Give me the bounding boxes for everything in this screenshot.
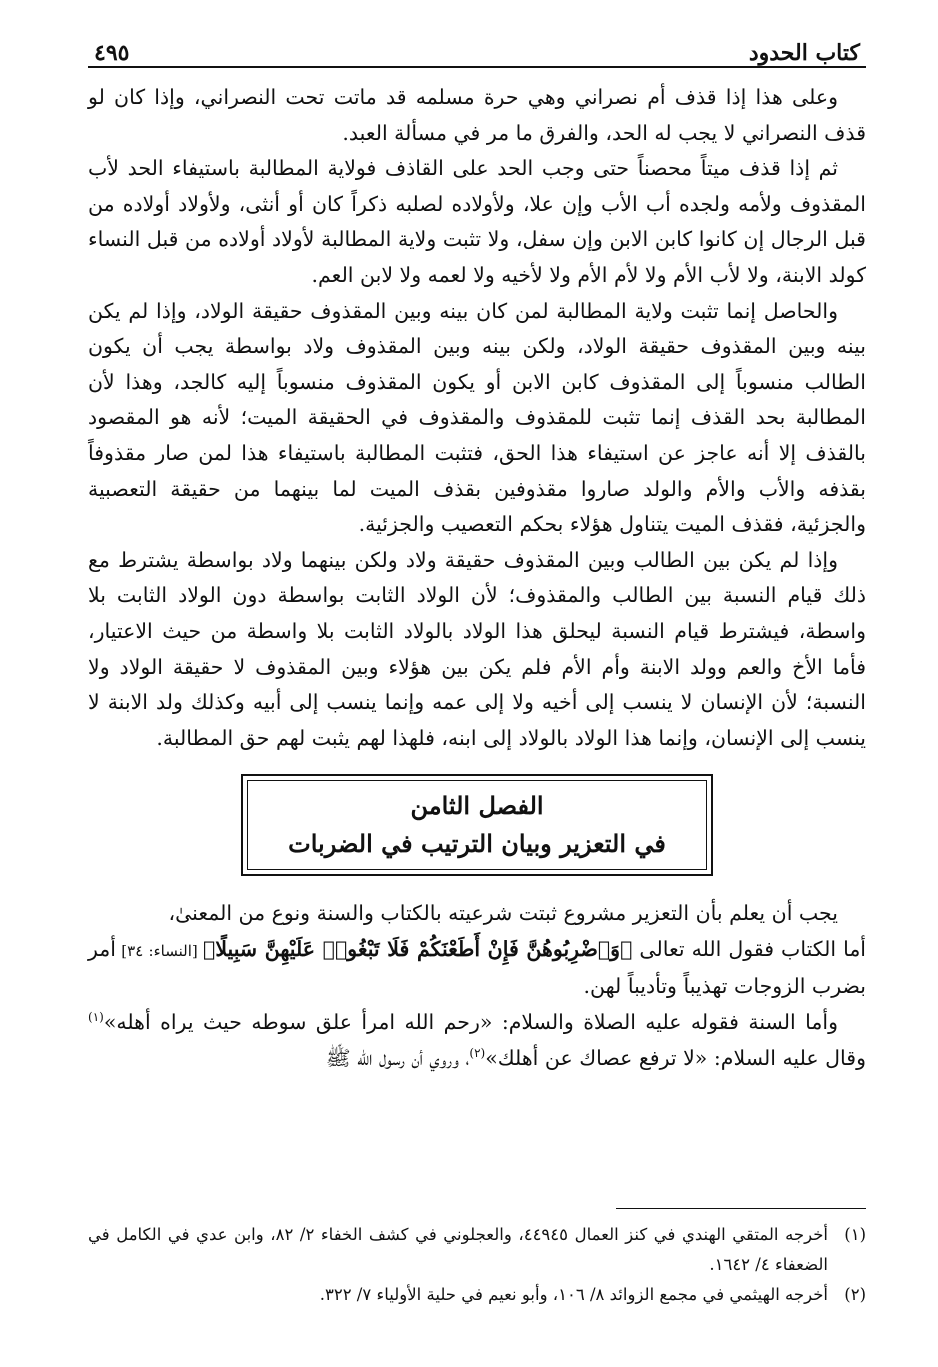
footnote-number: (٢) bbox=[844, 1285, 866, 1304]
footnote-marker[interactable]: (٢) bbox=[469, 1045, 486, 1060]
footnote-text: أخرجه الهيثمي في مجمع الزوائد ٨/ ١٠٦، وأبو نعيم في حلية الأولياء ٧/ ٣٢٢. bbox=[319, 1285, 828, 1304]
footnote-text: أخرجه المتقي الهندي في كنز العمال ٤٤٩٤٥، والعجلوني في كشف الخفاء ٢/ ٨٢، وابن عدي في الكامل في الضعفاء ٤/ ١٦٤٢. bbox=[88, 1225, 829, 1274]
main-text bbox=[88, 80, 866, 1076]
page-number: ٤٩٥ bbox=[94, 40, 130, 66]
footnotes bbox=[88, 1220, 866, 1310]
paragraph: وعلى هذا إذا قذف أم نصراني وهي حرة مسلمه قد ماتت تحت النصراني، وإذا كان لو قذف النصراني لا يجب له الحد، والفرق ما مر في مسألة العبد. bbox=[88, 85, 866, 145]
text-run: وأما السنة فقوله عليه الصلاة والسلام: «رحم الله امرأ علق سوطه حيث يراه أهله» bbox=[103, 1010, 838, 1035]
footnote bbox=[88, 1220, 866, 1280]
chapter-title: الفصل الثامن bbox=[410, 791, 544, 821]
paragraph: وإذا لم يكن بين الطالب وبين المقذوف حقيقة ولاد ولكن بينهما ولاد بواسطة يشترط مع ذلك قيام النسبة بين الطالب والمقذوف؛ لأن الولاد الثابت بواسطة دون الولاد الثابت بلا واسطة، فيشترط قيام النسبة ليحلق هذا الولاد بالولاد الثابت بلا واسطة من حيث الاعتيار، فأما الأخ والعم وولد الابنة وأم الأم فلم يكن بين هؤلاء وبين المقذوف لا حقيقة الولاد ولا النسبة؛ لأن الإنسان لا ينسب إلى أخيه ولا إلى عمه وإنما ينسب إلى أبيه وكذلك ولد الابنة لا ينسب إلى الإنسان، وإنما هذا الولاد بالولاد إلى ابنه، فلهذا لهم يثبت لهم حق المطالبة. bbox=[88, 547, 866, 750]
book-page bbox=[88, 28, 866, 1348]
quran-verse: ﴿وَٱضْرِبُوهُنَّ فَإِنْ أَطَعْنَكُمْ فَلَا تَبْغُوا۟ عَلَيْهِنَّ سَبِيلًا﴾ bbox=[203, 936, 633, 961]
text-run: أما الكتاب فقول الله تعالى bbox=[632, 936, 866, 961]
running-title: كتاب الحدود bbox=[748, 40, 860, 66]
footnote-number: (١) bbox=[844, 1225, 866, 1244]
footnote-marker[interactable]: (١) bbox=[88, 1010, 104, 1025]
running-header bbox=[88, 28, 866, 68]
paragraph-quran-citation bbox=[88, 932, 866, 1005]
paragraph: يجب أن يعلم بأن التعزير مشروع ثبتت شرعيته بالكتاب والسنة ونوع من المعنىٰ، bbox=[168, 901, 838, 926]
paragraph-sunnah bbox=[88, 1005, 866, 1076]
text-run: وقال عليه السلام: «لا ترفع عصاك عن أهلك» bbox=[485, 1045, 866, 1070]
verse-reference: [النساء: ٣٤] bbox=[116, 941, 204, 960]
chapter-heading-inner-frame bbox=[247, 780, 707, 870]
chapter-heading-box bbox=[241, 774, 713, 876]
paragraph: ثم إذا قذف ميتاً محصناً حتى وجب الحد على القاذف فولاية المطالبة باستيفاء الحد لأب المقذوف ولأمه ولجده أب الأب وإن علا، ولأولاده لصلبه ذكراً كان أو أنثى، ولأولاد أولاده من قبل الرجال إن كانوا كابن الابن وإن سفل، ولا تثبت ولاية المطالبة لأولاد أولاده من قبل النساء كولد الابنة، ولا لأب الأم ولا لأم الأم ولا لأخيه ولا لعمه ولا لابن العم. bbox=[88, 156, 866, 287]
text-run: أمر بضرب الزوجات تهذيباً وتأديباً لهن. bbox=[88, 936, 866, 999]
paragraph: والحاصل إنما تثبت ولاية المطالبة لمن كان بينه وبين المقذوف حقيقة الولاد، وإذا لم يكن بينه وبين المقذوف حقيقة الولاد، ولكن بينه وبين المقذوف ولاد بواسطة يجب أن يكون الطالب منسوباً إلى المقذوف كابن الابن أو يكون المقذوف منسوباً إليه كالجد، وهذا لأن المطالبة بحد القذف إنما تثبت للمقذوف والمقذوف في الحقيقة الميت؛ لأنه هو المقصود بالقذف إلا أنه عاجز عن استيفاء هذا الحق، فتثبت المطالبة باستيفاء هذا لمن صار مقذوفاً بقذفه والأب والأم والولد صاروا مقذوفين بقذف الميت لما بينهما من حقيقة التعصبية والجزئية، فقذف الميت يتناول هؤلاء بحكم التعصيب والجزئية. bbox=[88, 298, 867, 537]
footnote-separator bbox=[616, 1208, 866, 1209]
chapter-subtitle: في التعزير وبيان الترتيب في الضربات bbox=[288, 829, 666, 859]
text-run: ، وروي أن رسول الله ﷺ bbox=[325, 1045, 470, 1070]
footnote bbox=[88, 1280, 866, 1310]
